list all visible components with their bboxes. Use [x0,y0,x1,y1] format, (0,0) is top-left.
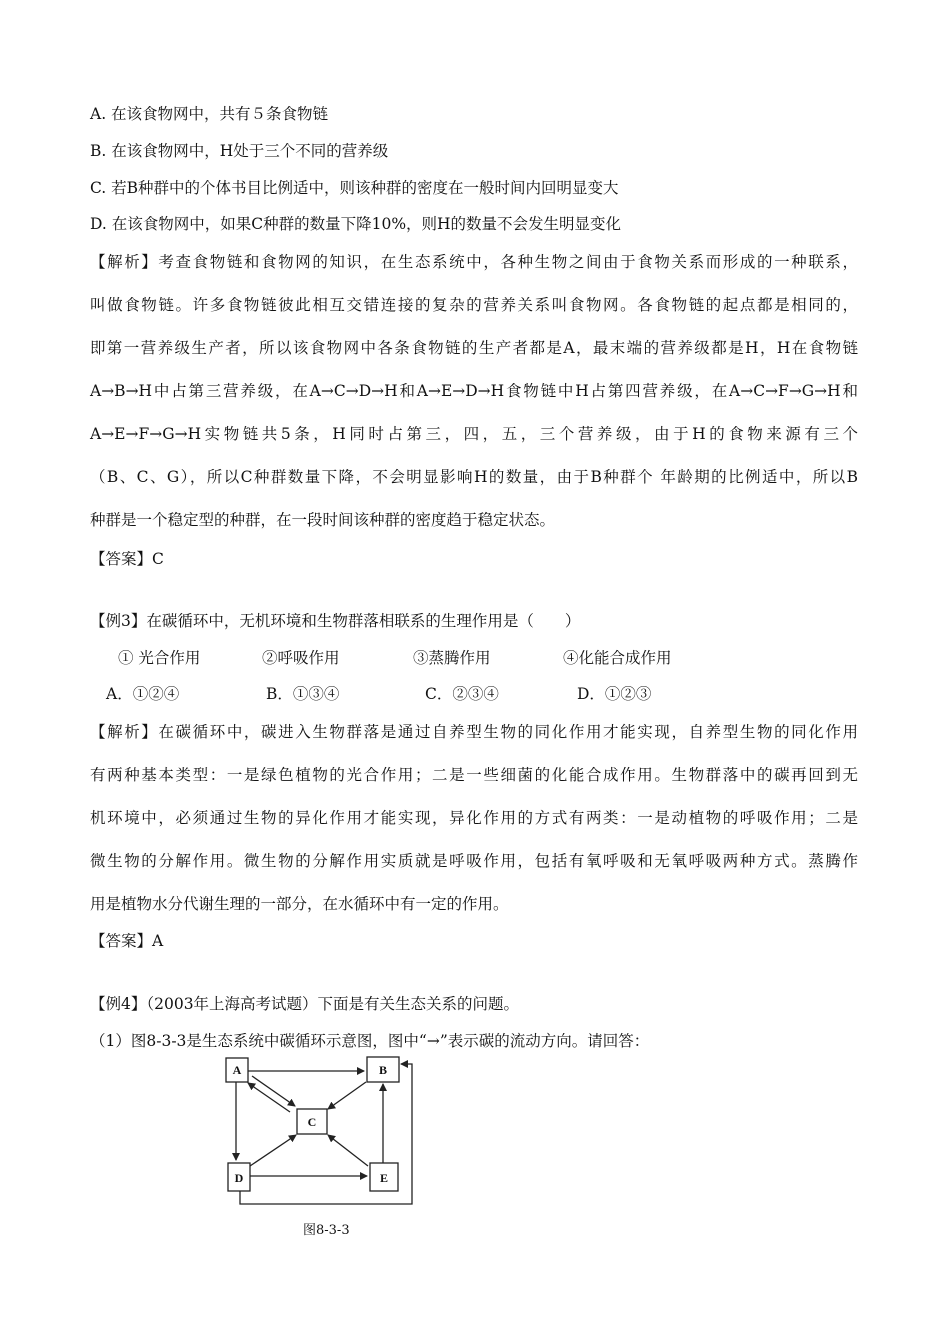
figure-caption: 图8-3-3 [303,1223,350,1238]
node-label-b: B [378,1063,388,1077]
analysis-line: 即第一营养级生产者，所以该食物网中各条食物链的生产者都是A，最末端的营养级都是H，H在食物链 [90,339,858,357]
analysis-line: 种群是一个稳定型的种群，在一段时间该种群的密度趋于稳定状态。 [90,511,556,529]
node-label-a: A [232,1063,242,1077]
arrow-e-c [328,1135,368,1166]
analysis-line: A→B→H中占第三营养级，在A→C→D→H和A→E→D→H食物链中H占第四营养级，在A→C→F→G→H和 [90,382,858,400]
answer-label: 【答案】C [90,550,164,568]
node-label-e: E [379,1171,389,1185]
arrow-d-c [250,1135,296,1166]
choice-b: B．①③④ [266,685,340,703]
option-d: D. 在该食物网中，如果C种群的数量下降10%，则H的数量不会发生明显变化 [90,215,622,233]
carbon-cycle-diagram [200,1048,420,1210]
item-3: ③蒸腾作用 [413,649,491,667]
analysis-line: （B、C、G），所以C种群数量下降，不会明显影响H的数量，由于B种群个 年龄期的比例适中，所以B [90,468,858,486]
arrow-b-c [328,1082,366,1109]
option-b: B. 在该食物网中，H处于三个不同的营养级 [90,142,389,160]
node-label-c: C [307,1115,317,1129]
option-a: A. 在该食物网中，共有５条食物链 [90,105,329,123]
choice-c: C．②③④ [425,685,499,703]
node-label-d: D [234,1171,244,1185]
choice-d: D．①②③ [577,685,652,703]
analysis-line: 用是植物水分代谢生理的一部分，在水循环中有一定的作用。 [90,895,509,913]
analysis-line: 有两种基本类型：一是绿色植物的光合作用；二是一些细菌的化能合成作用。生物群落中的碳再回到无 [90,766,858,784]
analysis-line: 【解析】在碳循环中，碳进入生物群落是通过自养型生物的同化作用才能实现，自养型生物的同化作用 [90,723,858,741]
analysis-line: 微生物的分解作用。微生物的分解作用实质就是呼吸作用，包括有氧呼吸和无氧呼吸两种方式。蒸腾作 [90,852,858,870]
question-stem: 【例3】在碳循环中，无机环境和生物群落相联系的生理作用是（ ） [90,612,581,630]
option-c: C. 若B种群中的个体书目比例适中，则该种群的密度在一般时间内回明显变大 [90,179,619,197]
sub-question: （1）图8-3-3是生态系统中碳循环示意图，图中“→”表示碳的流动方向。请回答： [90,1032,650,1050]
analysis-line: A→E→F→G→H实物链共5条，H同时占第三，四，五，三个营养级，由于H的食物来源有三个 [90,425,858,443]
analysis-line: 机环境中，必须通过生物的异化作用才能实现，异化作用的方式有两类：一是动植物的呼吸作用；二是 [90,809,858,827]
item-2: ②呼吸作用 [262,649,340,667]
question-stem: 【例4】（2003年上海高考试题）下面是有关生态关系的问题。 [90,995,520,1013]
choice-a: A．①②④ [106,685,180,703]
answer-label: 【答案】A [90,932,164,950]
item-4: ④化能合成作用 [563,649,672,667]
item-1: ① 光合作用 [118,649,201,667]
analysis-line: 【解析】考查食物链和食物网的知识，在生态系统中，各种生物之间由于食物关系而形成的一种联系， [90,253,858,271]
analysis-line: 叫做食物链。许多食物链彼此相互交错连接的复杂的营养关系叫食物网。各食物链的起点都是相同的， [90,296,858,314]
